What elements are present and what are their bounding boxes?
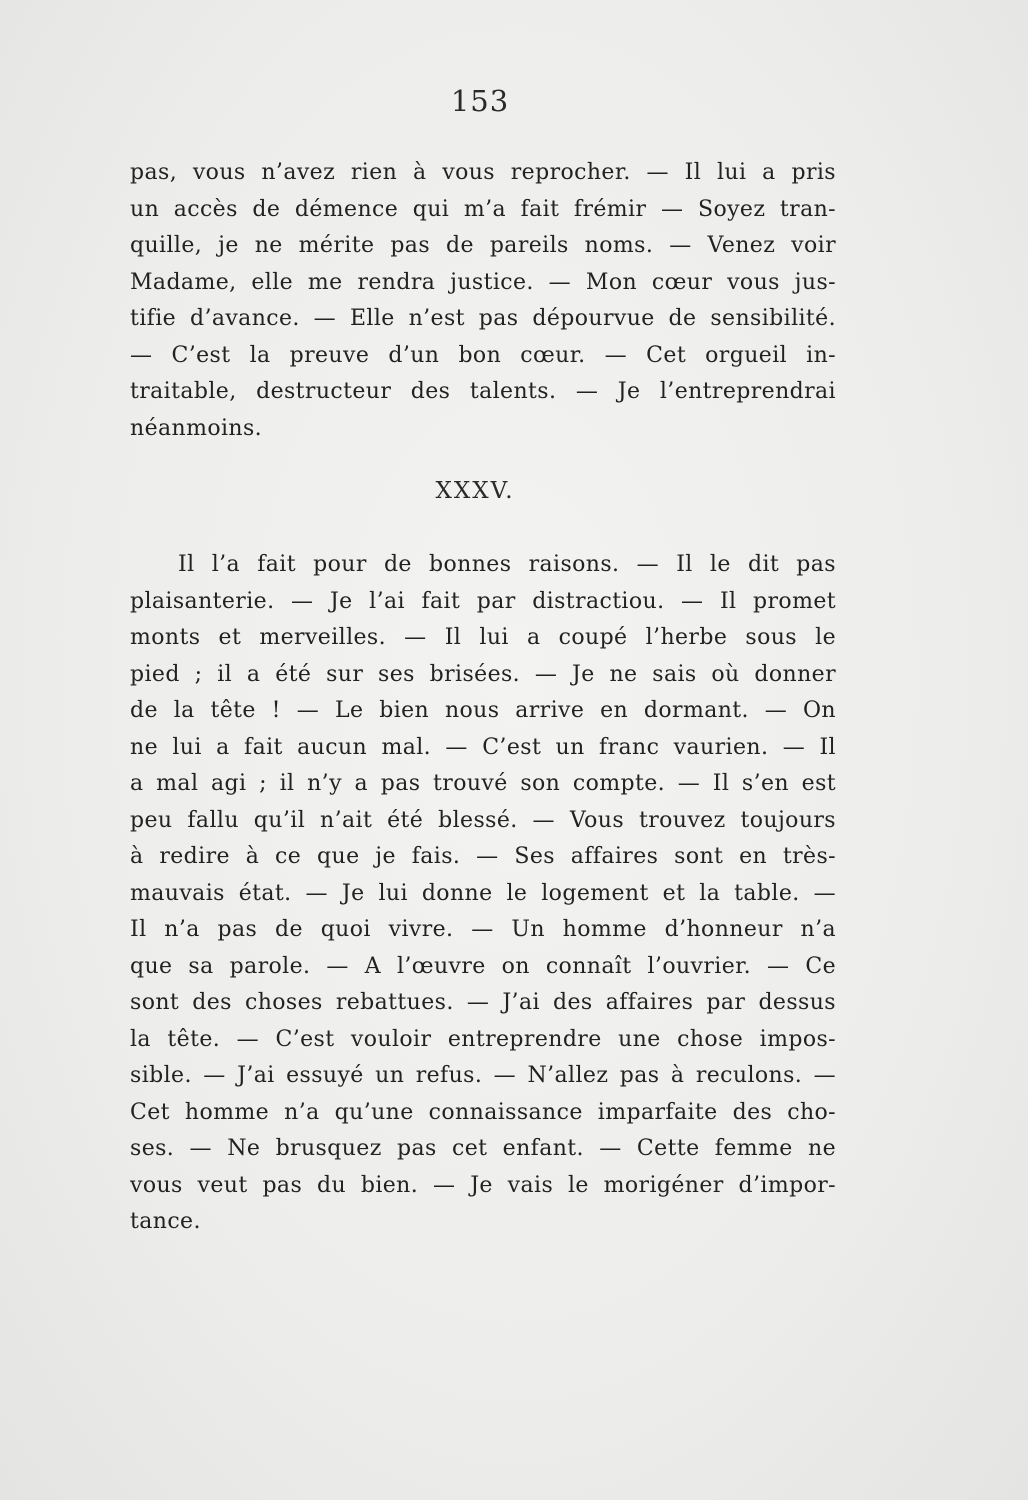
text-line: plaisanterie. — Je l’ai fait par distractiou. — Il promet	[130, 588, 836, 614]
text-line: — C’est la preuve d’un bon cœur. — Cet orgueil in-	[130, 342, 836, 368]
text-line: ne lui a fait aucun mal. — C’est un franc vaurien. — Il	[130, 734, 836, 760]
text-line: monts et merveilles. — Il lui a coupé l’herbe sous le	[130, 625, 836, 650]
text-line: traitable, destructeur des talents. — Je l’entreprendrai	[130, 379, 836, 404]
page-number: 153	[450, 84, 510, 118]
text-line: vous veut pas du bien. — Je vais le morigéner d’impor-	[130, 1172, 836, 1198]
text-line: sible. — J’ai essuyé un refus. — N’allez pas à reculons. —	[130, 1063, 836, 1088]
paragraph-section-34-end	[130, 155, 836, 447]
text-line: que sa parole. — A l’œuvre on connaît l’ouvrier. — Ce	[130, 953, 836, 979]
text-line: à redire à ce que je fais. — Ses affaires sont en très-	[130, 844, 836, 869]
section-heading: XXXV.	[435, 478, 515, 504]
text-line: de la tête ! — Le bien nous arrive en dormant. — On	[130, 698, 836, 723]
text-line: peu fallu qu’il n’ait été blessé. — Vous trouvez toujours	[130, 807, 836, 833]
text-line: a mal agi ; il n’y a pas trouvé son compte. — Il s’en est	[130, 771, 836, 796]
text-line: sont des choses rebattues. — J’ai des affaires par dessus	[130, 990, 836, 1015]
paragraph-section-35	[130, 547, 836, 1241]
text-line: la tête. — C’est vouloir entreprendre une chose impos-	[130, 1026, 836, 1052]
text-line: quille, je ne mérite pas de pareils noms. — Venez voir	[130, 233, 836, 258]
text-line: ses. — Ne brusquez pas cet enfant. — Cette femme ne	[130, 1136, 836, 1161]
text-line: tifie d’avance. — Elle n’est pas dépourvue de sensibilité.	[130, 306, 836, 331]
text-line: pied ; il a été sur ses brisées. — Je ne sais où donner	[130, 661, 836, 687]
text-line: pas, vous n’avez rien à vous reprocher. — Il lui a pris	[130, 160, 836, 185]
text-line: néanmoins.	[130, 415, 263, 441]
text-line: Cet homme n’a qu’une connaissance imparfaite des cho-	[130, 1099, 836, 1125]
text-line: Il l’a fait pour de bonnes raisons. — Il le dit pas	[178, 552, 836, 577]
text-line: Il n’a pas de quoi vivre. — Un homme d’honneur n’a	[130, 917, 836, 942]
text-line: Madame, elle me rendra justice. — Mon cœur vous jus-	[130, 269, 836, 295]
text-line: mauvais état. — Je lui donne le logement et la table. —	[130, 880, 836, 906]
text-line: tance.	[130, 1209, 201, 1234]
text-line: un accès de démence qui m’a fait frémir — Soyez tran-	[130, 196, 836, 222]
